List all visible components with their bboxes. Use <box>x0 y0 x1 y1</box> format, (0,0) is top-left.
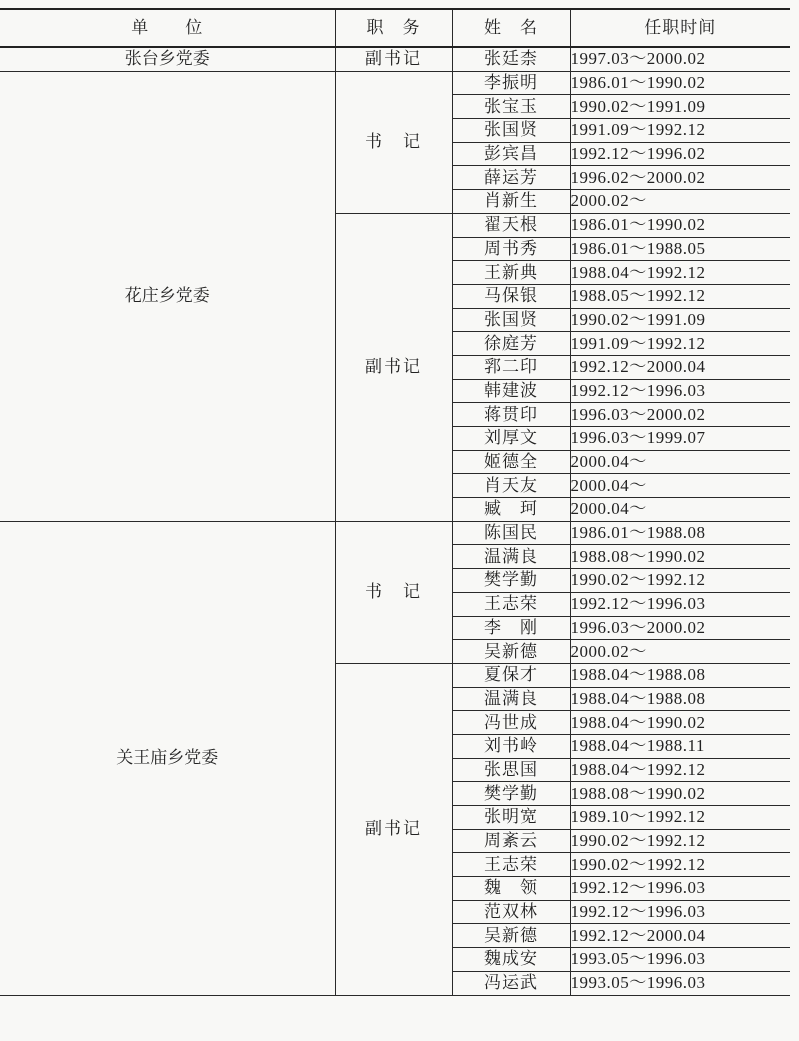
term-cell: 1996.02～2000.02 <box>570 166 790 190</box>
term-cell: 2000.02～ <box>570 640 790 664</box>
name-cell: 张国贤 <box>452 308 570 332</box>
name-cell: 樊学勤 <box>452 782 570 806</box>
table-body <box>0 47 790 995</box>
name-cell: 王志荣 <box>452 853 570 877</box>
term-cell: 1988.04～1988.11 <box>570 734 790 758</box>
name-cell: 张国贤 <box>452 119 570 143</box>
term-cell: 1991.09～1992.12 <box>570 119 790 143</box>
term-cell: 1988.04～1992.12 <box>570 261 790 285</box>
term-cell: 1990.02～1992.12 <box>570 829 790 853</box>
term-cell: 1986.01～1988.05 <box>570 237 790 261</box>
name-cell: 周紊云 <box>452 829 570 853</box>
term-cell: 1992.12～1996.03 <box>570 592 790 616</box>
unit-cell: 关王庙乡党委 <box>0 521 335 995</box>
term-cell: 1988.04～1988.08 <box>570 663 790 687</box>
name-cell: 韩建波 <box>452 379 570 403</box>
name-cell: 肖天友 <box>452 474 570 498</box>
name-cell: 李振明 <box>452 71 570 95</box>
party-committee-roster-table <box>0 8 790 996</box>
name-cell: 蒋贯印 <box>452 403 570 427</box>
name-cell: 郛二印 <box>452 355 570 379</box>
term-cell: 1990.02～1992.12 <box>570 569 790 593</box>
name-cell: 王新典 <box>452 261 570 285</box>
term-cell: 1997.03～2000.02 <box>570 47 790 71</box>
term-cell: 2000.04～ <box>570 498 790 522</box>
name-cell: 夏保才 <box>452 663 570 687</box>
term-cell: 1993.05～1996.03 <box>570 948 790 972</box>
name-cell: 吴新德 <box>452 640 570 664</box>
term-cell: 1988.04～1990.02 <box>570 711 790 735</box>
name-cell: 徐庭芳 <box>452 332 570 356</box>
table-row <box>0 47 790 71</box>
position-cell: 副书记 <box>335 213 452 521</box>
term-cell: 1986.01～1990.02 <box>570 71 790 95</box>
name-cell: 肖新生 <box>452 190 570 214</box>
term-cell: 1996.03～2000.02 <box>570 616 790 640</box>
name-cell: 张明宽 <box>452 806 570 830</box>
name-cell: 彭宾昌 <box>452 142 570 166</box>
name-cell: 冯运武 <box>452 971 570 995</box>
name-cell: 范双林 <box>452 900 570 924</box>
header-term: 任职时间 <box>570 9 790 47</box>
term-cell: 2000.02～ <box>570 190 790 214</box>
name-cell: 李 刚 <box>452 616 570 640</box>
term-cell: 1988.05～1992.12 <box>570 284 790 308</box>
name-cell: 温满良 <box>452 687 570 711</box>
name-cell: 翟天根 <box>452 213 570 237</box>
term-cell: 1986.01～1990.02 <box>570 213 790 237</box>
name-cell: 温满良 <box>452 545 570 569</box>
term-cell: 1996.03～2000.02 <box>570 403 790 427</box>
table-header <box>0 9 790 47</box>
term-cell: 1992.12～1996.03 <box>570 877 790 901</box>
term-cell: 1990.02～1991.09 <box>570 95 790 119</box>
position-cell: 书 记 <box>335 71 452 213</box>
name-cell: 张宝玉 <box>452 95 570 119</box>
header-row <box>0 9 790 47</box>
term-cell: 1990.02～1991.09 <box>570 308 790 332</box>
term-cell: 2000.04～ <box>570 474 790 498</box>
term-cell: 1993.05～1996.03 <box>570 971 790 995</box>
term-cell: 1992.12～1996.02 <box>570 142 790 166</box>
name-cell: 王志荣 <box>452 592 570 616</box>
term-cell: 1986.01～1988.08 <box>570 521 790 545</box>
term-cell: 1996.03～1999.07 <box>570 427 790 451</box>
name-cell: 姬德全 <box>452 450 570 474</box>
name-cell: 冯世成 <box>452 711 570 735</box>
position-cell: 副书记 <box>335 663 452 995</box>
name-cell: 刘厚文 <box>452 427 570 451</box>
term-cell: 1990.02～1992.12 <box>570 853 790 877</box>
name-cell: 魏 领 <box>452 877 570 901</box>
header-unit: 单 位 <box>0 9 335 47</box>
name-cell: 臧 珂 <box>452 498 570 522</box>
term-cell: 1992.12～2000.04 <box>570 924 790 948</box>
term-cell: 1988.08～1990.02 <box>570 782 790 806</box>
name-cell: 张思国 <box>452 758 570 782</box>
term-cell: 1992.12～2000.04 <box>570 355 790 379</box>
unit-cell: 张台乡党委 <box>0 47 335 71</box>
name-cell: 薛运芳 <box>452 166 570 190</box>
name-cell: 张廷柰 <box>452 47 570 71</box>
term-cell: 1988.08～1990.02 <box>570 545 790 569</box>
term-cell: 1992.12～1996.03 <box>570 379 790 403</box>
name-cell: 魏成安 <box>452 948 570 972</box>
table-row <box>0 521 790 545</box>
name-cell: 陈国民 <box>452 521 570 545</box>
term-cell: 1988.04～1992.12 <box>570 758 790 782</box>
term-cell: 1988.04～1988.08 <box>570 687 790 711</box>
term-cell: 1989.10～1992.12 <box>570 806 790 830</box>
name-cell: 周书秀 <box>452 237 570 261</box>
table-row <box>0 71 790 95</box>
header-name: 姓 名 <box>452 9 570 47</box>
name-cell: 马保银 <box>452 284 570 308</box>
position-cell: 副书记 <box>335 47 452 71</box>
header-position: 职 务 <box>335 9 452 47</box>
name-cell: 吴新德 <box>452 924 570 948</box>
position-cell: 书 记 <box>335 521 452 663</box>
name-cell: 刘书岭 <box>452 734 570 758</box>
term-cell: 1991.09～1992.12 <box>570 332 790 356</box>
unit-cell: 花庄乡党委 <box>0 71 335 521</box>
term-cell: 2000.04～ <box>570 450 790 474</box>
term-cell: 1992.12～1996.03 <box>570 900 790 924</box>
name-cell: 樊学勤 <box>452 569 570 593</box>
